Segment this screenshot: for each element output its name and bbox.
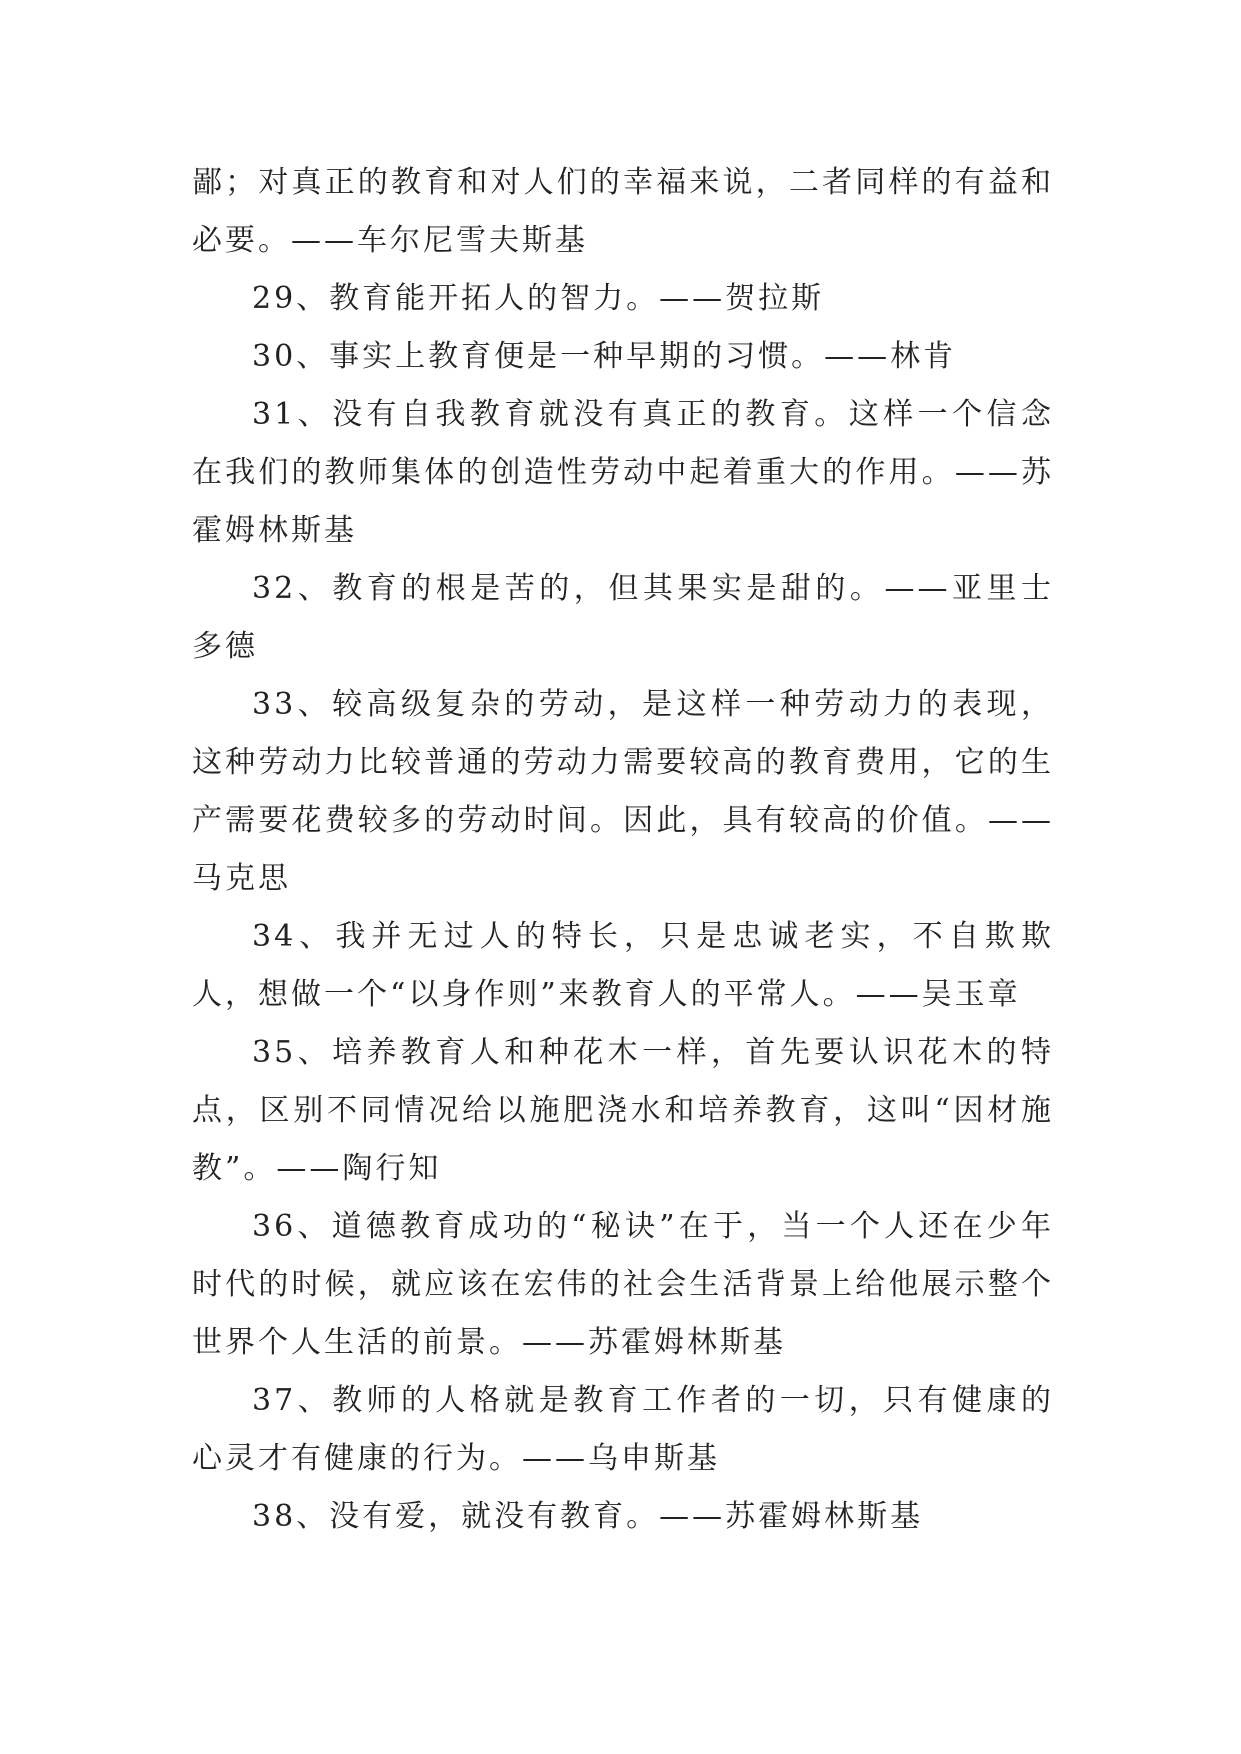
quote-32: 32、教育的根是苦的，但其果实是甜的。——亚里士多德 <box>192 571 1054 664</box>
quote-37: 37、教师的人格就是教育工作者的一切，只有健康的心灵才有健康的行为。——乌申斯基 <box>192 1383 1054 1476</box>
quote-31: 31、没有自我教育就没有真正的教育。这样一个信念在我们的教师集体的创造性劳动中起着重大的作用。——苏霍姆林斯基 <box>192 397 1054 548</box>
quote-30: 30、事实上教育便是一种早期的习惯。——林肯 <box>252 339 957 374</box>
quote-34: 34、我并无过人的特长，只是忠诚老实，不自欺欺人，想做一个“以身作则”来教育人的平常人。——吴玉章 <box>192 919 1054 1012</box>
quote-29: 29、教育能开拓人的智力。——贺拉斯 <box>252 281 825 316</box>
quote-33: 33、较高级复杂的劳动，是这样一种劳动力的表现，这种劳动力比较普通的劳动力需要较高的教育费用，它的生产需要花费较多的劳动时间。因此，具有较高的价值。——马克思 <box>192 687 1054 896</box>
paragraph-continuation: 鄙；对真正的教育和对人们的幸福来说，二者同样的有益和必要。——车尔尼雪夫斯基 <box>192 165 1054 258</box>
quote-38: 38、没有爱，就没有教育。——苏霍姆林斯基 <box>252 1499 924 1534</box>
quote-35: 35、培养教育人和种花木一样，首先要认识花木的特点，区别不同情况给以施肥浇水和培养教育，这叫“因材施教”。——陶行知 <box>192 1035 1054 1186</box>
quote-36: 36、道德教育成功的“秘诀”在于，当一个人还在少年时代的时候，就应该在宏伟的社会生活背景上给他展示整个世界个人生活的前景。——苏霍姆林斯基 <box>192 1209 1054 1360</box>
document-body <box>192 154 1054 1546</box>
